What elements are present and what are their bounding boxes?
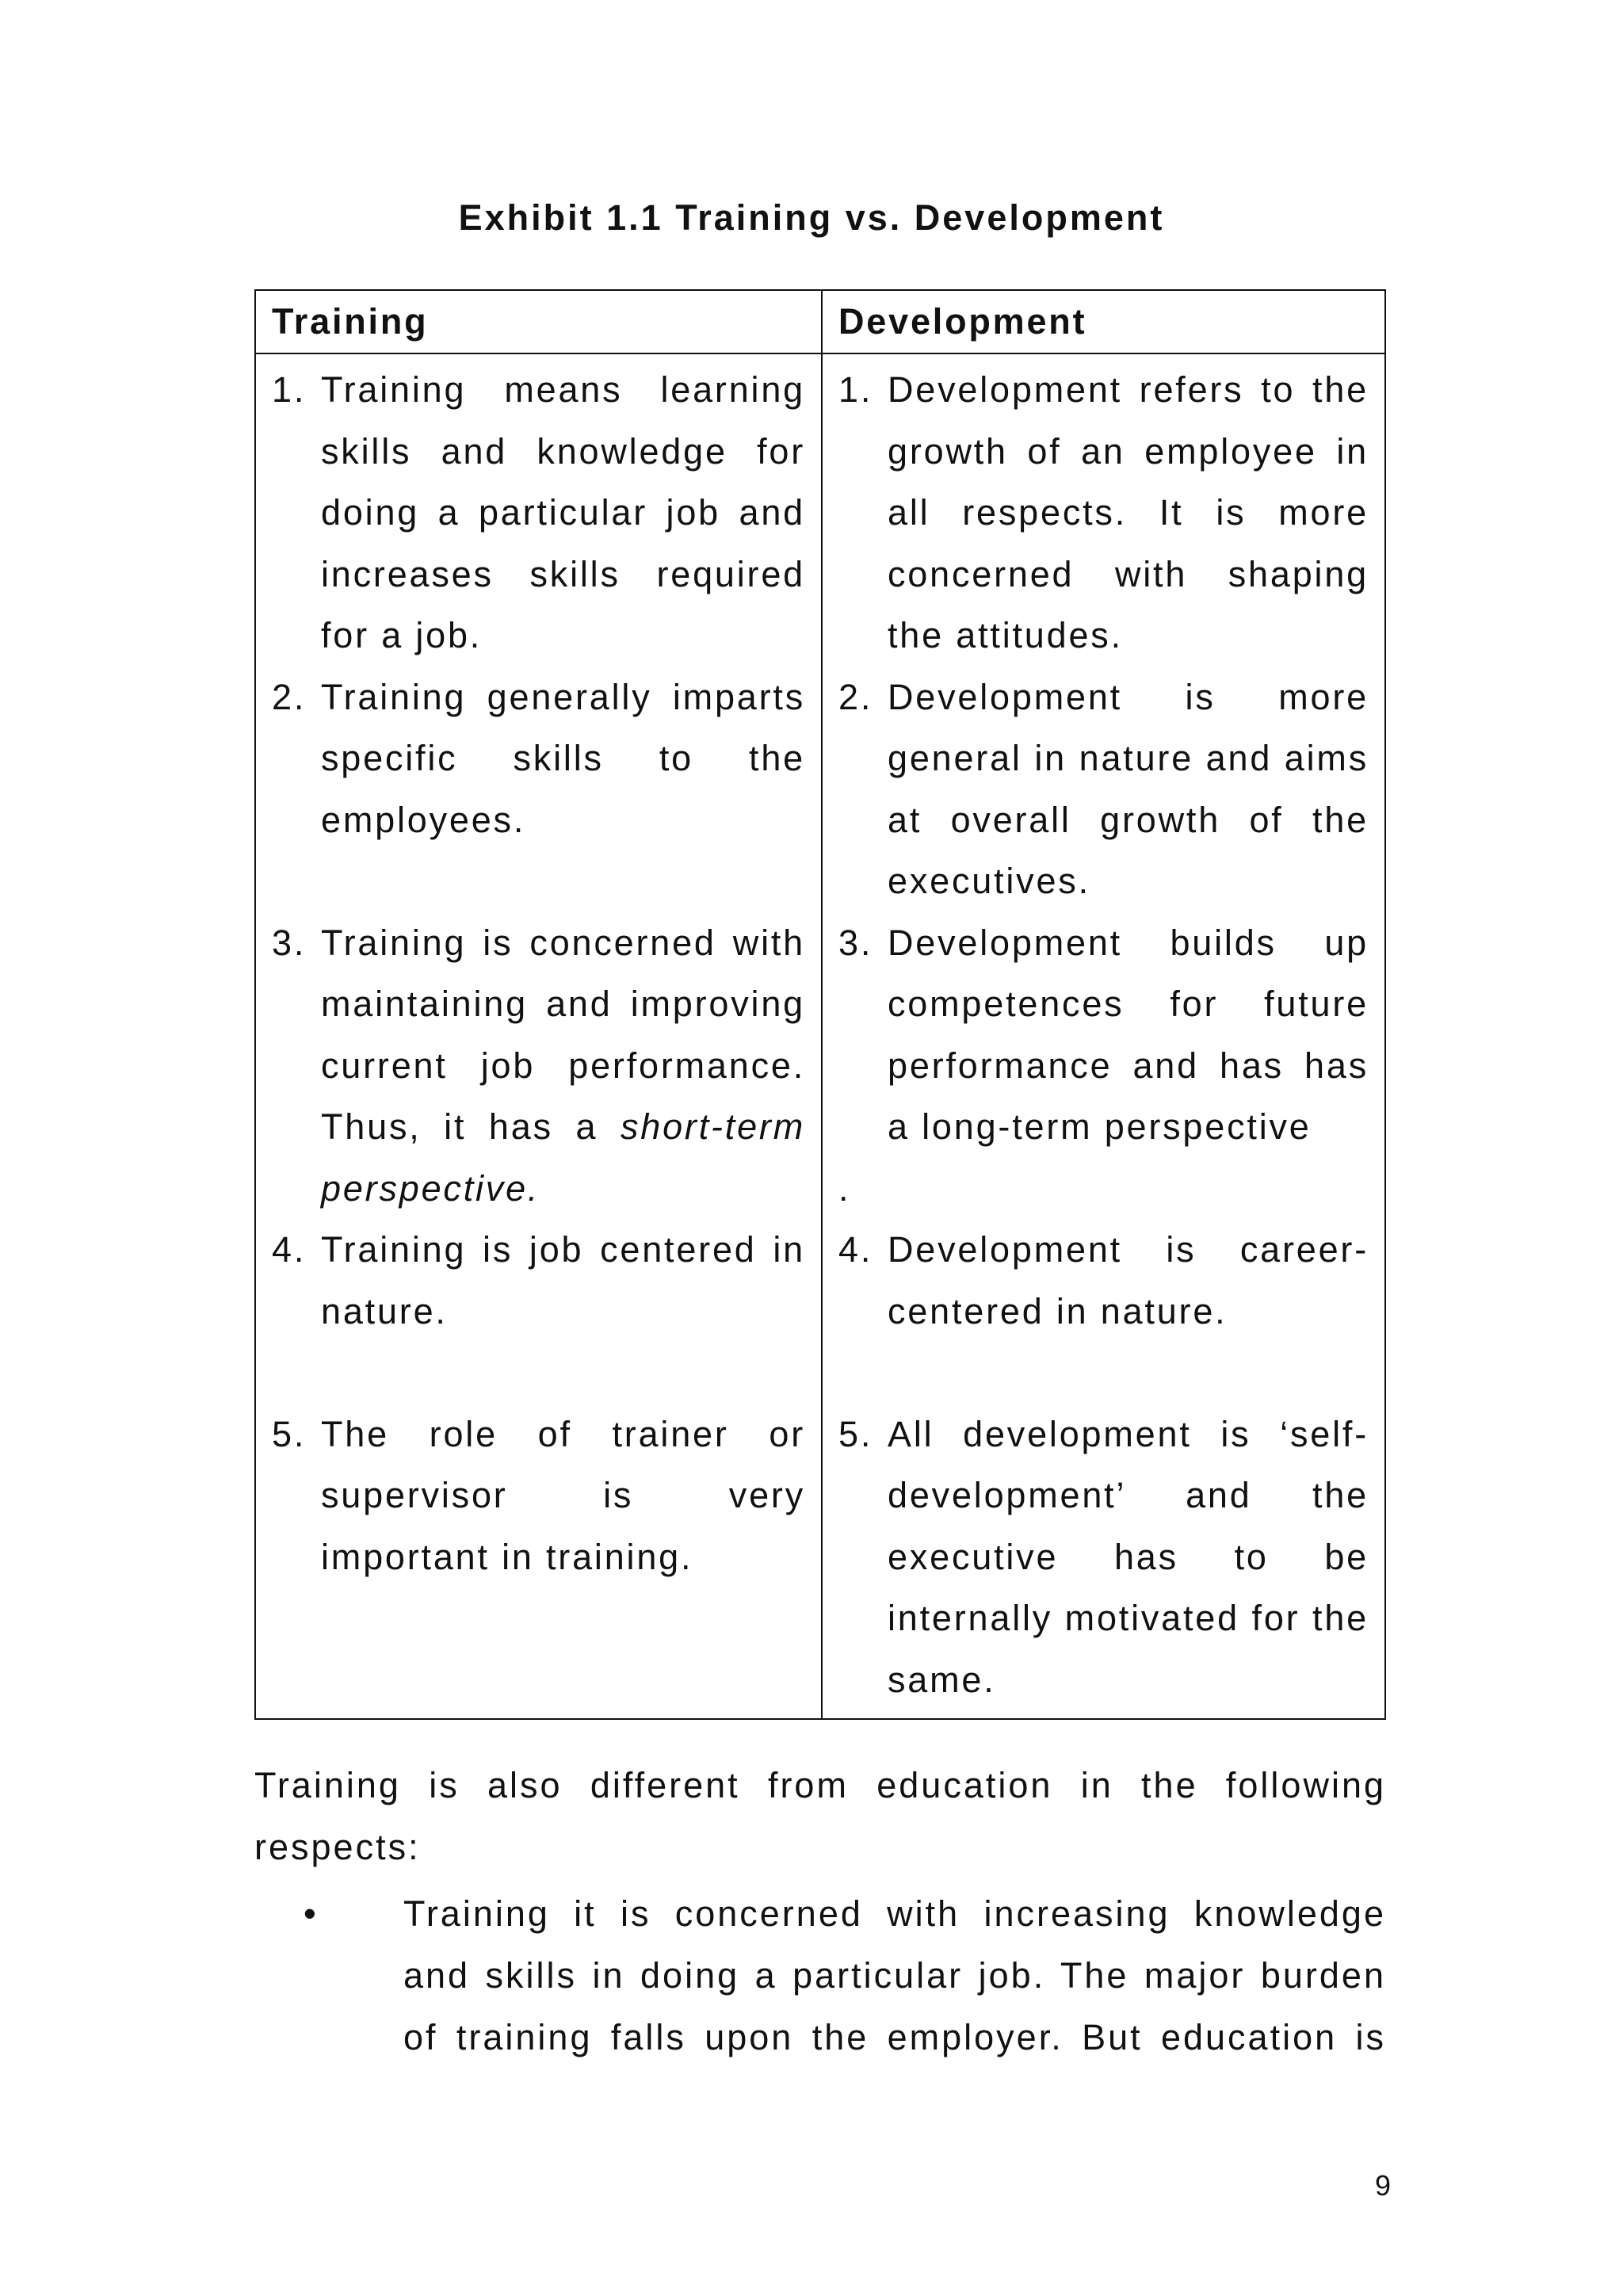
item-text: The role of trainer or supervisor is very important in training. [321,1413,805,1577]
item-number: 1. [272,369,307,410]
item-text: Development is career-centered in nature. [888,1229,1369,1331]
item-number: 5. [272,1413,307,1454]
item-number: 4. [272,1229,307,1270]
body-paragraph: Training is also different from education in the following respects: [254,1765,1386,1867]
list-item [838,1219,1369,1342]
list-item [838,912,1369,1158]
list-item [272,1219,805,1342]
list-item [272,667,805,851]
list-item [272,912,805,1220]
header-training: Training [255,290,822,353]
table-row [255,353,1385,1719]
item-number: 3. [838,922,873,963]
item-text: Development refers to the growth of an employee in all respects. It is more concerned with shaping the attitudes. [888,369,1369,655]
item-text [321,912,805,1220]
bullet-text: Training it is concerned with increasing knowledge and skills in doing a particular job. The major burden of training falls upon the employer. But education is [403,1893,1386,2057]
training-column [255,353,822,1719]
table-header-row [255,290,1385,353]
training-list [272,359,805,1587]
item-number: 5. [838,1413,873,1454]
page-number: 9 [1375,2169,1392,2202]
comparison-table [254,289,1386,1720]
item-text: Training means learning skills and knowledge for doing a particular job and increases skills required for a job. [321,369,805,655]
development-column [822,353,1385,1719]
item-text: Development builds up competences for future performance and has has a long-term perspective [888,922,1369,1147]
list-item [272,1404,805,1588]
development-list [838,359,1369,1158]
development-list-continued [838,1219,1369,1710]
stray-period: . [838,1167,851,1209]
item-number: 3. [272,922,307,963]
list-item [838,667,1369,912]
item-number: 2. [272,676,307,717]
item-text: Training is job centered in nature. [321,1229,805,1331]
item-number: 1. [838,369,873,410]
list-item [272,359,805,667]
item-text: All development is ‘self-development’ and the executive has to be internally motivated for the same. [888,1413,1369,1700]
header-development: Development [822,290,1385,353]
item-text: Development is more general in nature and aims at overall growth of the executives. [888,676,1369,901]
item-text: Training generally imparts specific skills to the employees. [321,676,805,840]
item-text-main: Training is concerned with maintaining and improving current job performance. Thus, it has a [321,922,805,1147]
exhibit-title: Exhibit 1.1 Training vs. Development [458,197,1165,238]
item-text-italic: short-term perspective. [321,1106,805,1209]
item-number: 4. [838,1229,873,1270]
bullet-symbol: • [304,1893,319,1934]
item-number: 2. [838,676,873,717]
list-item [838,1404,1369,1711]
list-item [838,359,1369,667]
